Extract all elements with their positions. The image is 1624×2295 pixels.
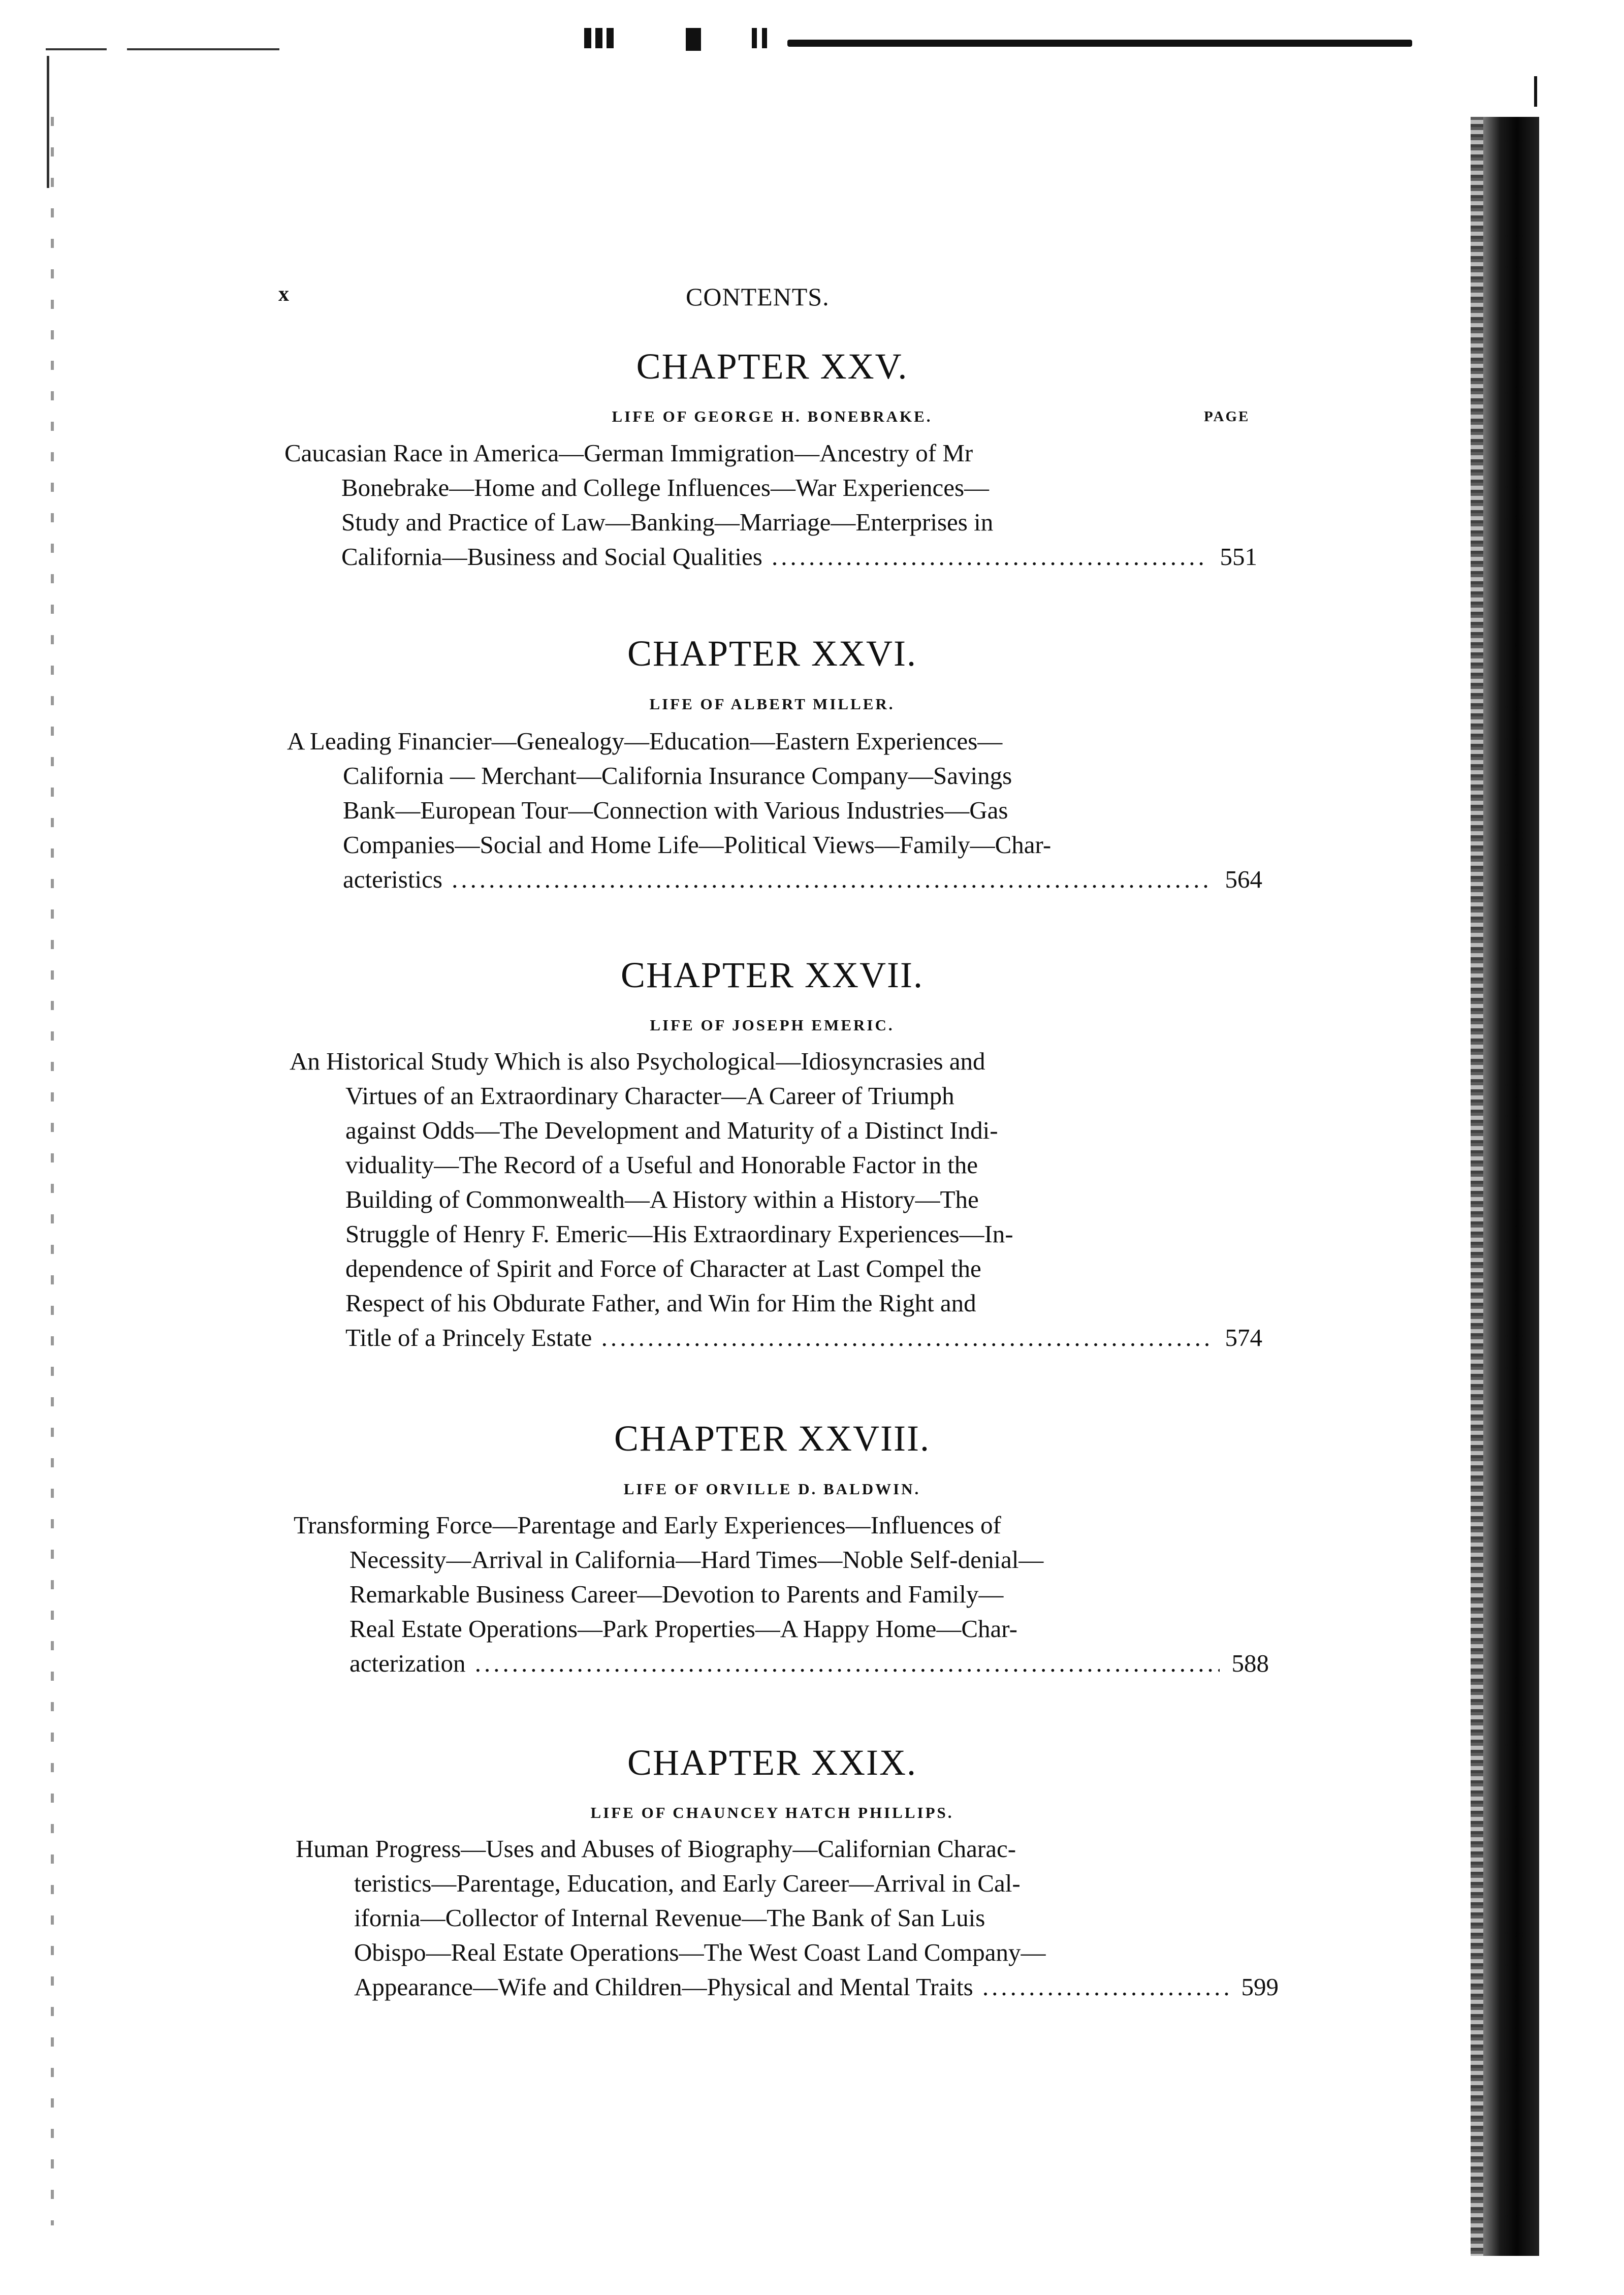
chapter-summary (287, 724, 1262, 897)
chapter-summary (284, 436, 1257, 574)
summary-line: ifornia—Collector of Internal Revenue—The Bank of San Luis (354, 1904, 985, 1932)
summary-line: dependence of Spirit and Force of Character at Last Compel the (345, 1254, 981, 1282)
chapter-summary (296, 1832, 1279, 2004)
summary-line: teristics—Parentage, Education, and Early Career—Arrival in Cal- (354, 1869, 1021, 1897)
summary-last-line (341, 540, 1257, 574)
chapter-subtitle: LIFE OF ORVILLE D. BALDWIN. (623, 1480, 921, 1498)
summary-line: Study and Practice of Law—Banking—Marriage—Enterprises in (341, 508, 994, 536)
summary-line: Struggle of Henry F. Emeric—His Extraordinary Experiences—In- (345, 1220, 1013, 1248)
scan-edge-rule (46, 48, 107, 50)
summary-last-line (343, 862, 1262, 897)
summary-line: California—Business and Social Qualities ..... (341, 540, 1208, 574)
summary-line: Virtues of an Extraordinary Character—A Career of Triumph (345, 1082, 954, 1110)
summary-line: Title of a Princely Estate ..... (345, 1321, 1213, 1355)
scan-top-bar (787, 40, 1412, 47)
scan-left-margin (51, 117, 54, 2225)
page-number: 588 (1231, 1649, 1269, 1677)
summary-line: acterization ..... (349, 1646, 1220, 1681)
summary-line: acteristics ..... (343, 862, 1213, 897)
running-title: CONTENTS. (686, 282, 830, 311)
scan-top-marks (584, 28, 787, 51)
summary-line: Appearance—Wife and Children—Physical and Mental Traits ..... (354, 1970, 1229, 2004)
chapter-title: CHAPTER XXVIII. (614, 1418, 930, 1459)
summary-line: Respect of his Obdurate Father, and Win for Him the Right and (345, 1289, 976, 1317)
chapter-subtitle: LIFE OF CHAUNCEY HATCH PHILLIPS. (590, 1804, 954, 1821)
scan-right-tick (1534, 76, 1537, 107)
summary-line: Obispo—Real Estate Operations—The West Coast Land Company— (354, 1938, 1046, 1966)
page-number: 574 (1225, 1324, 1262, 1351)
summary-line: Remarkable Business Career—Devotion to Parents and Family— (349, 1580, 1004, 1608)
summary-line: viduality—The Record of a Useful and Honorable Factor in the (345, 1151, 978, 1179)
summary-last-line (354, 1970, 1279, 2004)
page-column-label: PAGE (1204, 408, 1250, 425)
summary-line: against Odds—The Development and Maturity of a Distinct Indi- (345, 1116, 998, 1144)
page-number: 551 (1220, 543, 1257, 571)
summary-line: California — Merchant—California Insurance Company—Savings (343, 762, 1012, 790)
summary-line: Human Progress—Uses and Abuses of Biography—Californian Charac- (296, 1835, 1016, 1863)
page-number: 564 (1225, 865, 1262, 893)
chapter-summary (294, 1508, 1269, 1681)
chapter-title: CHAPTER XXV. (636, 346, 908, 387)
summary-last-line (349, 1646, 1269, 1681)
page-number: 599 (1241, 1973, 1279, 2001)
summary-line: Bank—European Tour—Connection with Various Industries—Gas (343, 796, 1008, 824)
summary-line: Caucasian Race in America—German Immigration—Ancestry of Mr (284, 439, 973, 467)
chapter-title: CHAPTER XXVII. (621, 955, 924, 995)
summary-line: Companies—Social and Home Life—Political Views—Family—Char- (343, 831, 1052, 859)
chapter-subtitle: LIFE OF GEORGE H. BONEBRAKE. (612, 407, 933, 425)
scan-left-edge (47, 56, 49, 188)
summary-last-line (345, 1321, 1262, 1355)
summary-line: Transforming Force—Parentage and Early Experiences—Influences of (294, 1511, 1001, 1539)
summary-line: Building of Commonwealth—A History within a History—The (345, 1185, 979, 1213)
summary-line: Bonebrake—Home and College Influences—War Experiences— (341, 474, 990, 501)
chapter-subtitle: LIFE OF ALBERT MILLER. (649, 695, 895, 713)
page-folio: x (278, 282, 289, 306)
summary-line: Real Estate Operations—Park Properties—A Happy Home—Char- (349, 1615, 1017, 1643)
book-spine-shadow (1483, 117, 1539, 2256)
chapter-title: CHAPTER XXVI. (627, 633, 917, 674)
chapter-title: CHAPTER XXIX. (627, 1742, 917, 1783)
chapter-summary (290, 1044, 1262, 1355)
scan-edge-rule (127, 48, 279, 50)
chapter-subtitle: LIFE OF JOSEPH EMERIC. (650, 1016, 895, 1034)
summary-line: An Historical Study Which is also Psychological—Idiosyncrasies and (290, 1047, 985, 1075)
summary-line: Necessity—Arrival in California—Hard Times—Noble Self-denial— (349, 1546, 1044, 1574)
summary-line: A Leading Financier—Genealogy—Education—Eastern Experiences— (287, 727, 1003, 755)
